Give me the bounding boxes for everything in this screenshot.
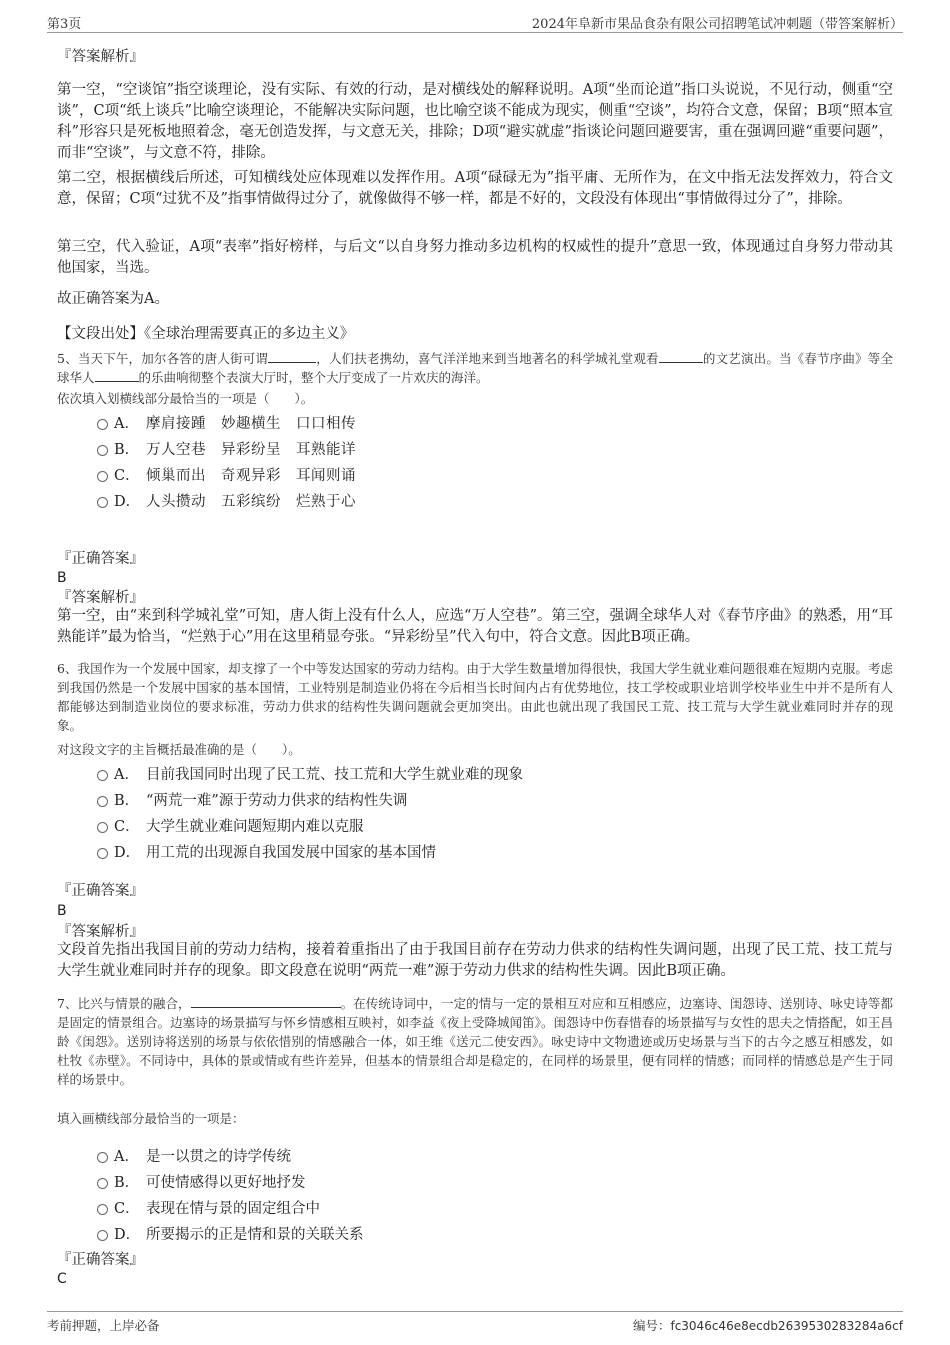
q5-answer-label: 『正确答案』 [57,551,144,567]
q6-option-a[interactable]: A． 目前我国同时出现了民工荒、技工荒和大学生就业难的现象 [94,761,794,787]
q6-stem: 6、我国作为一个发展中国家，却支撑了一个中等发达国家的劳动力结构。由于大学生数量增加得很快，我国大学生就业难问题很难在短期内克服。考虑到我国仍然是一个发展中国家的基本国情，工业特别是制造业仍将在今后相当长时间内占有优势地位，技工学校或职业培训学校毕业生中并不是所有人都能够达到制造业岗位的要求标准，劳动力供求的结构性失调问题就会更加突出。由此也就出现了我国民工荒、技工荒与大学生就业难同时并存的现象。 [57,661,893,733]
q5-option-d[interactable]: D． 人头攒动 五彩缤纷 烂熟于心 [94,488,794,514]
q7-answer-label: 『正确答案』 [57,1252,144,1268]
q5-answer: B [57,570,67,586]
radio-button[interactable] [97,796,108,807]
q4-explain-p2: 第二空，根据横线后所述，可知横线处应体现难以发挥作用。A项“碌碌无为”指平庸、无所作为，在文中指无法发挥效力，符合文意，保留；C项“过犹不及”指事情做得过分了，就像做得不够一样，都是不好的，文段没有体现出“事情做得过分了”，排除。 [57,170,893,207]
q7-option-a[interactable]: A． 是一以贯之的诗学传统 [94,1143,794,1169]
q5-ask: 依次填入划横线部分最恰当的一项是（ ）。 [57,391,314,406]
document-title: 2024年阜新市果品食杂有限公司招聘笔试冲刺题（带答案解析） [531,17,903,32]
radio-button[interactable] [97,1204,108,1215]
radio-button[interactable] [97,770,108,781]
q4-explain-label: 『答案解析』 [57,49,144,65]
radio-button[interactable] [97,471,108,482]
radio-button[interactable] [97,1152,108,1163]
q7-ask: 填入画横线部分最恰当的一项是： [57,1111,245,1126]
page-header [47,10,903,33]
q5-explain-label: 『答案解析』 [57,590,144,606]
q6-ask: 对这段文字的主旨概括最准确的是（ ）。 [57,742,301,757]
q5-explain: 第一空，由“来到科学城礼堂”可知，唐人街上没有什么人，应选“万人空巷”。第三空，强调全球华人对《春节序曲》的熟悉，用“耳熟能详”最为恰当，“烂熟于心”用在这里稍显夸张。“异彩纷呈”代入句中，符合文意。因此B项正确。 [57,608,893,645]
q7-option-d[interactable]: D． 所要揭示的正是情和景的关联关系 [94,1221,794,1247]
radio-button[interactable] [97,445,108,456]
q6-option-b[interactable]: B． “两荒一难”源于劳动力供求的结构性失调 [94,787,794,813]
blank [191,995,341,1008]
q5-option-b[interactable]: B． 万人空巷 异彩纷呈 耳熟能详 [94,436,794,462]
q4-source: 【文段出处】《全球治理需要真正的多边主义》 [57,326,355,342]
q6-option-d[interactable]: D． 用工荒的出现源自我国发展中国家的基本国情 [94,839,794,865]
footer-slogan: 考前押题，上岸必备 [47,1318,160,1333]
q5-stem: 5、当天下午，加尔各答的唐人街可谓 ，人们扶老携幼，喜气洋洋地来到当地著名的科学城礼堂观看 的文艺演出。当《春节序曲》等全球华人 的乐曲响彻整个表演大厅时，整个大厅变成了一片欢庆的海洋。 [57,351,893,385]
radio-button[interactable] [97,497,108,508]
q5-options [94,410,794,514]
q6-answer: B [57,903,67,919]
q4-conclusion: 故正确答案为A。 [57,291,169,307]
q6-options [94,761,794,865]
document-code: 编号：fc3046c46e8ecdb2639530283284a6cf [632,1318,903,1333]
q7-option-b[interactable]: B． 可使情感得以更好地抒发 [94,1169,794,1195]
q5-option-a[interactable]: A． 摩肩接踵 妙趣横生 口口相传 [94,410,794,436]
q4-explain-p3: 第三空，代入验证，A项“表率”指好榜样，与后文“以自身努力推动多边机构的权威性的提升”意思一致，体现通过自身努力带动其他国家，当选。 [57,239,893,276]
q6-explain-label: 『答案解析』 [57,924,144,940]
q7-answer: C [57,1271,67,1287]
blank [659,350,703,363]
radio-button[interactable] [97,1178,108,1189]
q5-option-c[interactable]: C． 倾巢而出 奇观异彩 耳闻则诵 [94,462,794,488]
page-number: 第3页 [47,17,82,32]
q7-stem: 7、比兴与情景的融合， 。在传统诗词中，一定的情与一定的景相互对应和互相感应，边塞诗、闺怨诗、送别诗、咏史诗等都是固定的情景组合。边塞诗的场景描写与怀乡情感相互映衬，如李益《夜上受降城闻笛》。闺怨诗中伤春惜春的场景描写与女性的思夫之情搭配，如王昌龄《闺怨》。送别诗将送别的场景与依依惜别的情感融合一体，如王维《送元二使安西》。咏史诗中文物遗迹或历史场景与当下的古今之感互相感发，如杜牧《赤壁》。不同诗中，具体的景或情或有些许差异，但基本的情景组合却是稳定的，在同样的场景里，便有同样的情感；而同样的情感总是产生于同样的场景中。 [57,996,893,1087]
q7-option-c[interactable]: C． 表现在情与景的固定组合中 [94,1195,794,1221]
radio-button[interactable] [97,1230,108,1241]
q6-explain: 文段首先指出我国目前的劳动力结构，接着着重指出了由于我国目前存在劳动力供求的结构性失调问题，出现了民工荒、技工荒与大学生就业难同时并存的现象。即文段意在说明“两荒一难”源于劳动力供求的结构性失调。因此B项正确。 [57,942,893,979]
q4-explain-p1: 第一空，“空谈馆”指空谈理论，没有实际、有效的行动，是对横线处的解释说明。A项“坐而论道”指口头说说，不见行动，侧重“空谈”，C项“纸上谈兵”比喻空谈理论，不能解决实际问题，也比喻空谈不能成为现实，侧重“空谈”，均符合文意，保留；B项“照本宣科”形容只是死板地照着念，毫无创造发挥，与文意无关，排除；D项“避实就虚”指谈论问题回避要害，重在强调回避“重要问题”，而非“空谈”，与文意不符，排除。 [57,82,893,161]
radio-button[interactable] [97,848,108,859]
page-footer [47,1311,903,1338]
q6-option-c[interactable]: C． 大学生就业难问题短期内难以克服 [94,813,794,839]
blank [268,350,316,363]
radio-button[interactable] [97,822,108,833]
radio-button[interactable] [97,419,108,430]
q7-options [94,1143,794,1247]
q6-answer-label: 『正确答案』 [57,883,144,899]
blank [95,369,139,382]
